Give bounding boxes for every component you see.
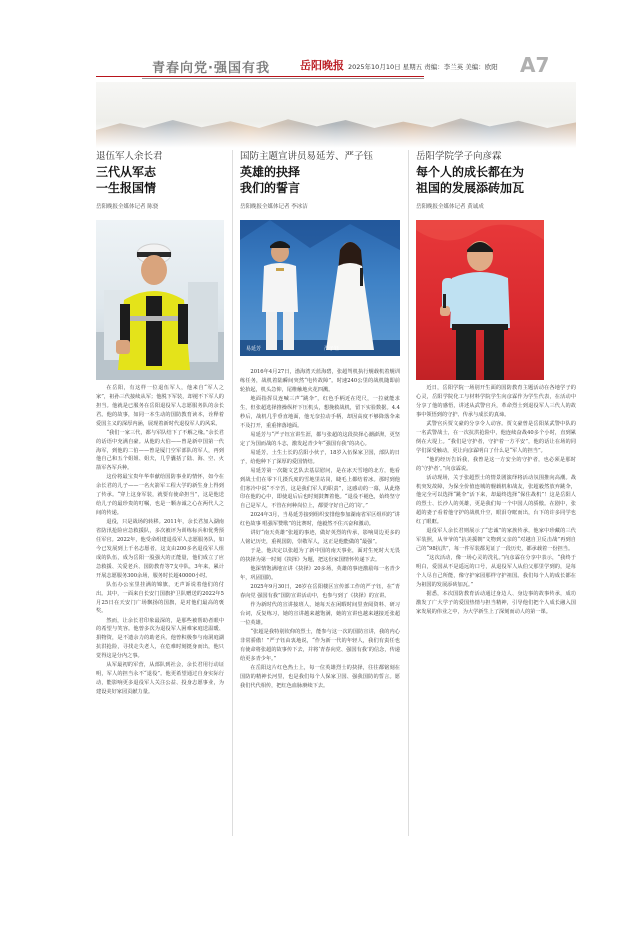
article-body: [240, 368, 400, 846]
article-byline: 岳阳晚报全媒体记者 陈骁: [96, 204, 159, 210]
article-paragraph: 易延芳与“严子钰宣讲生涯，都与张超的这段抉择心潮澎湃，更坚定了为国而战的斗志，激发起青少年“强国有我”的决心。: [240, 431, 400, 447]
article-paragraph: 近日，岳阳学院一场别开生面的国防教育主题活动在各地学子的心灵，岳阳学院化工与材料学院学生向彦霖作为学生代表，在活动中分享了他的感悟，讲述从武警官兵，革命烈士到退役军人三代人的故事中领悟到的守护、传承与成长的真谛。: [416, 385, 576, 418]
article-byline: 岳阳晚报全媒体记者 黄诚成: [416, 204, 484, 210]
article-headline-line: 我们的誓言: [240, 181, 301, 195]
article-paragraph: 2024年3月，当易延芳接到组织安排他参加湖南省军区组织的“讲红色故事 唱强军赞歌”的比赛时，他毅然不住兴奋和激动。: [240, 512, 400, 528]
article-yi-yanfang-yan-ziyu: [240, 150, 400, 689]
page-number: A7: [520, 53, 550, 77]
article-byline: 岳阳晚报全媒体记者 李冰洁: [240, 204, 308, 210]
article-headline-line: 每个人的成长都在为: [416, 165, 525, 179]
banner-photo: [96, 82, 576, 148]
masthead-rule: [96, 76, 424, 77]
banner-photo-fade: [96, 124, 576, 148]
article-headline-line: 英雄的抉择: [240, 165, 301, 179]
article-paragraph: 武警官兵贾文豪的分享令人动容。贾文豪曾是岳阳某武警中队的一名武警战士，在一次抗洪抢险中，他连续奋战40多个小时，直到累倒在大堤上。“我们是守护者，守护着一方平安”，他的话让在场的同学们深受触动，更让向彦霖明白了什么是“军人的担当”。: [416, 420, 576, 454]
article-headline-line: 一生报国情: [96, 181, 157, 195]
article-paragraph: 易延芳，土生土长的岳阳小伙子，18岁入伍保家卫国，部队的日子，给他种下了深厚的爱国情结。: [240, 449, 400, 465]
article-yu-changjun: [96, 150, 224, 695]
article-kicker: 退伍军人余长君: [96, 151, 163, 162]
column-divider: [408, 150, 409, 836]
article-paragraph: 在岳阳这片红色热土上，每一位英雄烈士的抉择，往往都铭刻在国防的精神长河里，也是我们每个人保家卫国、强我国防的誓言。愿我们代代相传，把红色血脉赓续下去。: [240, 665, 400, 689]
photo-caption-left: 易延芳: [246, 346, 262, 352]
article-photo: [416, 220, 544, 380]
article-paragraph: 这份将最宝贵年华奉献给国防事业的情怀，如今在余长君的儿子——一名火箭军工程大学的新生身上得到了传承。“穿上这身军装，就要有使命担当”，这是他送给儿子的最珍贵的叮嘱，也是一颗赤诚之心在两代人之间的传递。: [96, 474, 224, 517]
photo-caption-right: 严子钰: [324, 346, 340, 352]
photo-illustration-student: [416, 220, 544, 380]
article-kicker: 岳阳学院学子向彦霖: [416, 151, 502, 162]
article-paragraph: 讲好“南天英雄”张超的事迹，做好英烈的传承，影响周边更多的人铭记历史，重视国防，崇敬军人，这正是他能做的“最强”。: [240, 530, 400, 546]
article-paragraph: 活动现场，关于张超烈士的情景剧演绎将活动氛围推向高潮。战机突发故障，为保全价值连城的舰载机和战友，张超毅然放弃跳伞，他完全可以选择“跳伞”活下来，却最终选择“保住战机”！这是岳阳人的烈士、长沙人的英雄，更是我们每一个中国人的骄傲。在剧中，张超的妻子看着他守护的战机升空，眼泪夺眶而出，台下的许多同学也红了眼眶。: [416, 474, 576, 526]
article-paragraph: 易延芳第一次随文艺队去基层慰问，是在冰天雪地的北方，他看到战士们在零下几摄氏度的雪地里站岗，睫毛上都结着冰。那时到他们寒冷中说“不辛苦，这是我们军人的职责”，这感动的一幕，从此烙印在他的心中，即使退后后也时刻鼓舞着他。“退役不褪色，始终坚守自己是军人，不管在何种岗位上，都要守好自己的‘岗’。”: [240, 467, 400, 510]
article-paragraph: 他深情饱满地宣讲《抉择》20多场，英雄的事迹激励每一名青少年，巩固国防。: [240, 566, 400, 582]
photo-illustration-speakers: [240, 220, 400, 356]
article-paragraph: 退役，只是战场的转移。2011年，余长君加入湖南省防汛抢险应急救援队，多次被评为训练标兵和优秀预任军官。2022年，他受命组建退役军人志愿服务队，如今已发展到上千名志愿者，这支由200多名退役军人组成的队伍，成为岳阳一股强大的正能量，他们成立了应急救援、关爱老兵、国防教育等7支中队，3年来，累计开展志愿服务300余场，服务时长超40000小时。: [96, 519, 224, 579]
article-photo: [96, 220, 224, 380]
article-paragraph: 据悉，本次国防教育活动通过身边人、身边事的故事传承，成功激发了广大学子的爱国热情与担当精神，引导他们把个人成长融入国家发展的伟业之中，为大学新生上了深刻而动人的第一课。: [416, 590, 576, 615]
photo-illustration-veteran: [96, 220, 224, 380]
article-paragraph: 队伍办公室里挂满的锦旗，无声诉说着他们的付出。其中，一面来自长安门国旗护卫队赠送的2022年5月25日在天安门广场飘扬的国旗，是对他们最高的褒奖。: [96, 581, 224, 615]
article-paragraph: 于是，他决定以张超为了新中国的南天事业，面对生死时大无畏的抉择为第一时刻《抉择》为题，把这份家国情怀传递下去。: [240, 548, 400, 564]
article-paragraph: 从军最初的军营，从部队到社会，余长君用行动证明，军人的担当永不“退役”。他更希望通过自身实际行动，能影响更多退役军人关注公益、投身志愿事业，为建设美好家园贡献力量。: [96, 662, 224, 695]
article-kicker: 国防主题宣讲员易延芳、严子钰: [240, 151, 374, 162]
article-paragraph: 地面指挥员连喊三声“跳伞”，红色手柄近在咫尺，一拉就能求生，但张超选择推操纵杆下压机头，想挽救战机，留下实验数据。4.4秒后，战机几乎垂直地面，他无奈拉动手柄，却因高度不够降落伞来不及打开，重重摔落地面。: [240, 395, 400, 429]
article-paragraph: “他的经历告诉我，我曾是这一方安全的守护者，也必须是那时的‘守护者’。”向彦霖说。: [416, 456, 576, 472]
article-headline-line: 三代从军志: [96, 165, 157, 179]
masthead-rule-secondary: [142, 78, 424, 79]
article-body: [96, 384, 224, 836]
issue-meta: 2025年10月10日 星期五 责编：李兰英 美编：欧阳: [348, 63, 498, 71]
article-paragraph: 2025年9月30日，26岁在岳阳楼区宣传部工作的严子钰，在“青春向党 强国有我”国防宣讲活动中，也参与到了《抉择》的宣讲。: [240, 584, 400, 600]
article-paragraph: 在岳阳，有这样一位退伍军人，他来自“军人之家”，祖孙三代接续从军；他脱下军装，却褪不下军人的担当。他就是已服务在岳阳退役军人志愿服务队的余长君。他的故事，如同一本生动的国防教育读本，诠释着爱国主义的深厚内涵，展现着新时代退役军人的风采。: [96, 385, 224, 427]
article-photo: [240, 220, 400, 356]
article-paragraph: “这次活动，像一场心灵的洗礼。”向彦霖在分享中表示，“我终于明白，爱国从不是遥远的口号，从退役军人从伯父那里学到的，是每个人尽自己所能，像守护家园那样守护祖国。我们每个人的成长都在为祖国的发展添砖加瓦。”: [416, 555, 576, 588]
article-paragraph: 退役军人余长君则展示了“忠诚”的家族传承，他家中珍藏的三代军装照，从爷爷的“抗美援朝”文物到父亲的“对越自卫反击战”再到自己的“98抗洪”，每一件军装都见证了一段历史，都承载着一份担当。: [416, 528, 576, 553]
section-title: 青春向党·强国有我: [152, 61, 270, 76]
masthead: [96, 54, 576, 80]
article-paragraph: “张超是我特别钦仰的烈士，能参与这一次的国防宣讲，我的内心非常骄傲！”严子钰由衷地说，“作为新一代的年轻人，我们有责任也有使命将张超的故事传下去，并将‘青春向党、强国有我’的信念，传递给更多青少年。”: [240, 629, 400, 663]
article-headline-line: 祖国的发展添砖加瓦: [416, 181, 525, 195]
article-paragraph: 然而，让余长君印象最深的，是那些被帮助者眼中的希望与笑容。他曾多次为退役军人困难家庭送温暖、捐物资，是不遗余力的助老兵。他曾积极参与南洞庭湖抗洪抢险，寻找走失老人，在危难时刻挺身而出，他只觉得这是分内之事。: [96, 617, 224, 660]
article-xiang-yanlin: [416, 150, 576, 615]
article-paragraph: 作为新时代的宣讲接班人，她每天在闲暇时间里查阅资料、研习台词，反复练习，她的宣讲越来越饱满，她的宣讲也越来越接近张超一位英雄。: [240, 602, 400, 627]
article-paragraph: “我们一家三代，都与军队结下了不解之缘。”余长君的话语中充满自豪。从他的大伯——曾是新中国第一代海军，到他的二伯——曾是厦门空军部队的军人，再到他自己和五个姐姐、姐夫，几乎囊括了陆、海、空、火箭军各军兵种。: [96, 429, 224, 472]
article-body: [416, 384, 576, 847]
column-divider: [232, 150, 233, 836]
newspaper-logo: 岳阳晚报: [300, 59, 344, 72]
article-paragraph: 2016年4月27日，渤海湾天蓝海碧，张超驾机执行舰载机着舰训练任务，战机着陆瞬间突然“电传故障”。时速240公里的战机随即前轮抬起，机头急仰，尾椎触地火花四溅。: [240, 369, 400, 393]
